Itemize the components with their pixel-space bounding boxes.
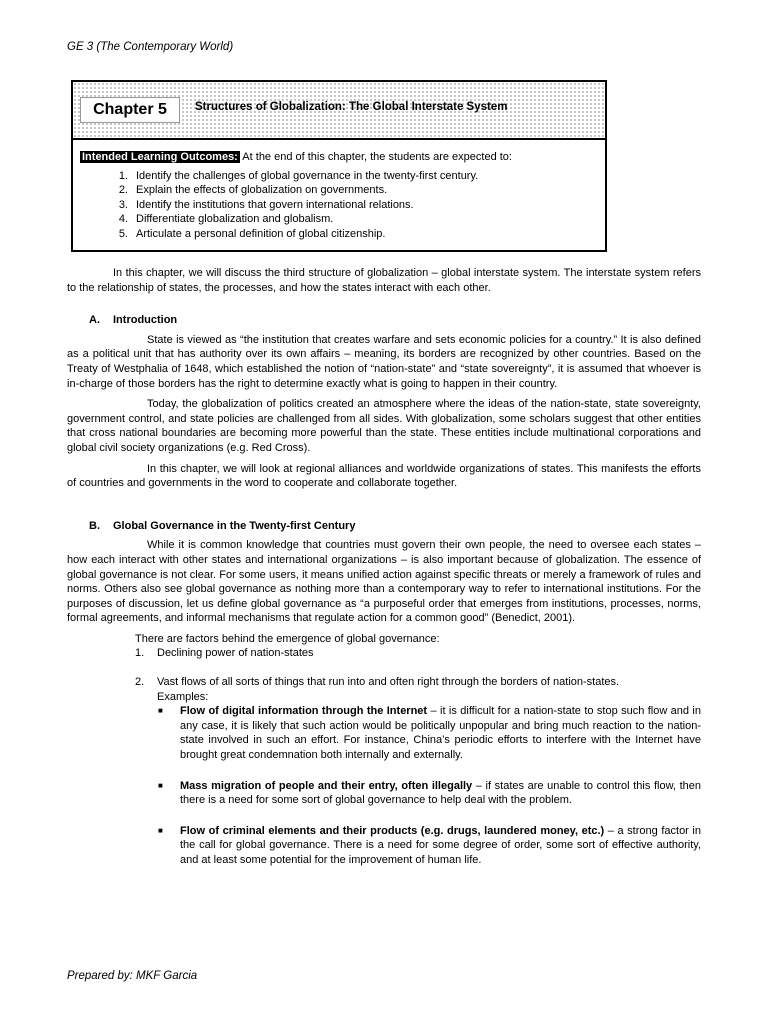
intro-paragraph: In this chapter, we will discuss the third structure of globalization – global interstate system. The interstate system refers to the relationship of states, the processes, and how the states interact with each other. xyxy=(67,267,701,294)
example-bullet-2: ■ Mass migration of people and their entry, often illegally – if states are unable to control this flow, then there is a need for some sort of global governance to help deal with the problem. xyxy=(158,779,701,807)
section-a-paragraph-2: Today, the globalization of politics created an atmosphere where the ideas of the nation-state, state sovereignty, government control, and state policies are challenged from all sides. With globalization, some scholars suggest that other entities that cross national boundaries are becoming more powerful than the state. These entities include multinational corporations and global civil society organizations (e.g. Red Cross). xyxy=(67,398,701,454)
section-b-paragraph-1: While it is common knowledge that countries must govern their own people, the need to oversee each states – how each interact with other states and international organizations – is also important because of globalization. The essence of global governance is not clear. For some users, it means unified action against specific threats or merely a framework of rules and norms. Others also see global governance as nothing more than a contemporary way to refer to international institutions. For the purposes of discussion, let us define global governance as “a purposeful order that emerges from institutions, processes, norms, formal agreements, and informal mechanisms that regulate action for a common good” (Benedict, 2001). xyxy=(67,539,701,625)
chapter-label: Chapter 5 xyxy=(80,97,180,123)
square-bullet-icon: ■ xyxy=(158,780,163,790)
outcome-item: 1. Identify the challenges of global governance in the twenty-first century. xyxy=(118,169,479,182)
ilo-intro: At the end of this chapter, the students are expected to: xyxy=(239,151,512,163)
factor-item-1: 1. Declining power of nation-states xyxy=(135,647,314,660)
outcome-item: 5. Articulate a personal definition of global citizenship. xyxy=(118,227,386,240)
chapter-title-band xyxy=(73,82,605,140)
chapter-title: Structures of Globalization: The Global Interstate System xyxy=(195,101,508,113)
chapter-frame xyxy=(71,80,607,252)
square-bullet-icon: ■ xyxy=(158,825,163,835)
outcome-item: 4. Differentiate globalization and globalism. xyxy=(118,213,334,226)
page-footer: Prepared by: MKF Garcia xyxy=(67,970,198,982)
factor-item-2: 2. Vast flows of all sorts of things that run into and often right through the borders of nation-states. Examples: xyxy=(135,676,620,703)
square-bullet-icon: ■ xyxy=(158,706,163,716)
outcome-list xyxy=(80,169,597,242)
section-b-heading: B. Global Governance in the Twenty-first Century xyxy=(89,519,356,532)
section-a-heading: A. Introduction xyxy=(89,314,178,327)
outcome-item: 2. Explain the effects of globalization on governments. xyxy=(118,184,388,197)
learning-outcomes xyxy=(80,150,597,242)
ilo-label: Intended Learning Outcomes: xyxy=(82,151,238,163)
section-a-paragraph-3: In this chapter, we will look at regional alliances and worldwide organizations of states. This manifests the efforts of countries and governments in the word to cooperate and collaborate together. xyxy=(67,462,701,490)
example-bullet-3: ■ Flow of criminal elements and their products (e.g. drugs, laundered money, etc.) – a strong factor in the call for global governance. There is a need for some degree of order, some sort of effective authority, and at least some potential for the improvement of human life. xyxy=(158,824,701,866)
page-header: GE 3 (The Contemporary World) xyxy=(67,41,234,53)
outcome-item: 3. Identify the institutions that govern international relations. xyxy=(118,198,414,211)
example-bullet-1: ■ Flow of digital information through the Internet – it is difficult for a nation-state to stop such flow and in any case, it is likely that such action would be politically unpopular and bring much reaction to the nation-state involved in such an effort. For instance, China’s periodic efforts to interfere with the Internet have brought great condemnation both internally and externally. xyxy=(158,705,701,762)
factors-intro: There are factors behind the emergence of global governance: xyxy=(135,632,440,645)
section-a-paragraph-1: State is viewed as “the institution that creates warfare and sets economic policies for a country.” It is also defined as a political unit that has authority over its own affairs – meaning, its borders are recognized by other countries. Based on the Treaty of Westphalia of 1648, which established the notion of “nation-state” and “state sovereignty”, it is assumed that whoever is in-charge of those borders has the right to determine exactly what is going to happen in their country. xyxy=(67,333,701,390)
document-body xyxy=(67,266,701,868)
